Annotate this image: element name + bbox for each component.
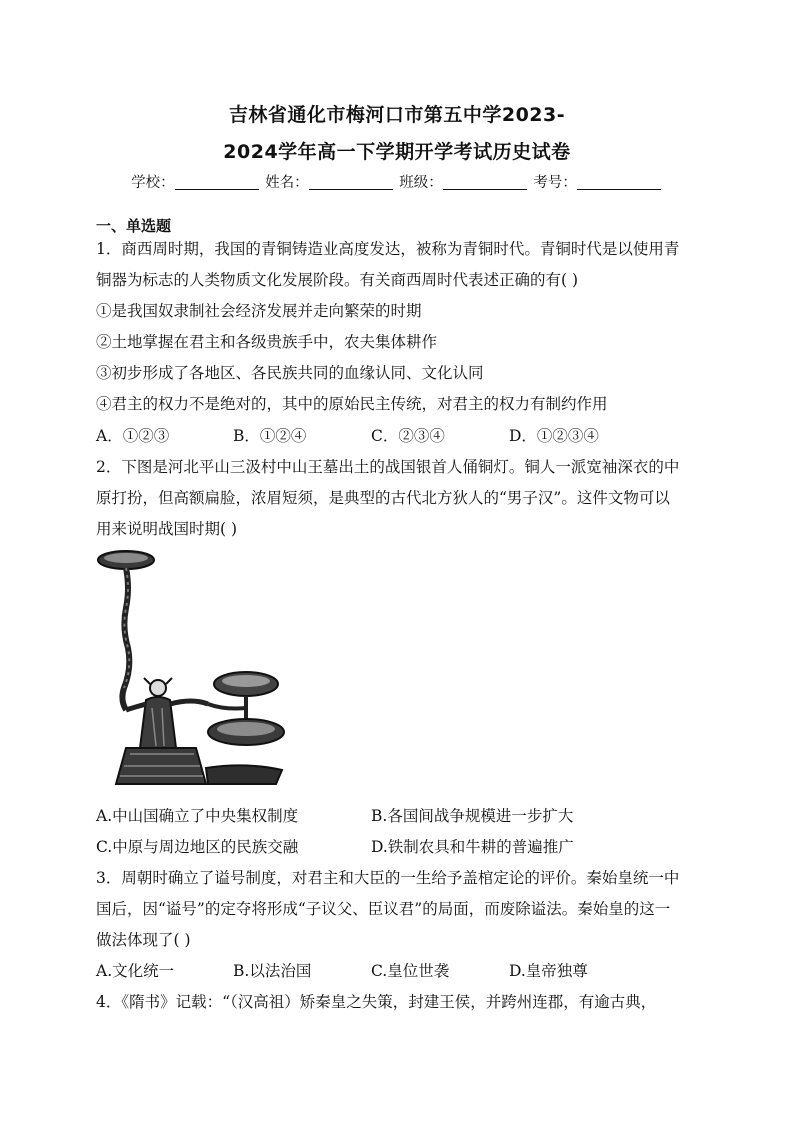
q2-stem-line1: 2．下图是河北平山三汲村中山王墓出土的战国银首人俑铜灯。铜人一派宽袖深衣的中 <box>96 458 680 476</box>
exam-title-line1: 吉林省通化市梅河口市第五中学2023- <box>228 104 566 126</box>
exam-number-label: 考号： <box>533 175 577 191</box>
name-blank <box>309 175 393 190</box>
q3-option-d: D.皇帝独尊 <box>509 962 588 980</box>
q1-stem-line2: 铜器为标志的人类物质文化发展阶段。有关商西周时代表述正确的有( ) <box>96 271 579 289</box>
q3-stem-line2: 国后，因“谥号”的定夺将形成“子议父、臣议君”的局面，而废除谥法。秦始皇的这一 <box>96 900 671 918</box>
q1-item-3: ③初步形成了各地区、各民族共同的血缘认同、文化认同 <box>96 364 484 382</box>
class-label: 班级： <box>399 175 443 191</box>
q1-item-2: ②土地掌握在君主和各级贵族手中，农夫集体耕作 <box>96 333 438 351</box>
q3-option-a: A.文化统一 <box>96 962 175 980</box>
q2-stem-line2: 原打扮，但高额扁脸，浓眉短须，是典型的古代北方狄人的“男子汉”。这件文物可以 <box>96 489 670 507</box>
q1-option-a: A．①②③ <box>96 427 170 445</box>
q3-option-b: B.以法治国 <box>233 962 312 980</box>
q3-stem-line3: 做法体现了( ) <box>96 931 191 949</box>
q1-stem-line1: 1．商西周时期，我国的青铜铸造业高度发达，被称为青铜时代。青铜时代是以使用青 <box>96 240 680 258</box>
class-blank <box>443 175 527 190</box>
q2-option-b: B.各国间战争规模进一步扩大 <box>371 807 574 825</box>
q1-option-d: D．①②③④ <box>509 427 599 445</box>
q1-item-1: ①是我国奴隶制社会经济发展并走向繁荣的时期 <box>96 302 422 320</box>
name-label: 姓名： <box>265 175 309 191</box>
q2-option-d: D.铁制农具和牛耕的普遍推广 <box>371 838 574 856</box>
school-label: 学校： <box>131 175 175 191</box>
q3-option-c: C.皇位世袭 <box>371 962 450 980</box>
bronze-lamp-image <box>96 548 291 794</box>
q3-stem-line1: 3．周朝时确立了谥号制度，对君主和大臣的一生给予盖棺定论的评价。秦始皇统一中 <box>96 869 680 887</box>
student-info-row <box>0 171 794 192</box>
exam-number-blank <box>577 175 661 190</box>
q4-stem-line1: 4．《隋书》记载：“（汉高祖）矫秦皇之失策，封建王侯，并跨州连郡，有逾古典， <box>96 993 657 1011</box>
q1-item-4: ④君主的权力不是绝对的，其中的原始民主传统，对君主的权力有制约作用 <box>96 395 608 413</box>
q1-option-b: B．①②④ <box>233 427 307 445</box>
q2-option-a: A.中山国确立了中央集权制度 <box>96 807 299 825</box>
q1-option-c: C．②③④ <box>371 427 445 445</box>
q2-option-c: C.中原与周边地区的民族交融 <box>96 838 299 856</box>
exam-title-line2: 2024学年高一下学期开学考试历史试卷 <box>223 141 571 163</box>
section-title: 一、单选题 <box>96 217 172 235</box>
school-blank <box>175 175 259 190</box>
q2-stem-line3: 用来说明战国时期( ) <box>96 520 238 538</box>
